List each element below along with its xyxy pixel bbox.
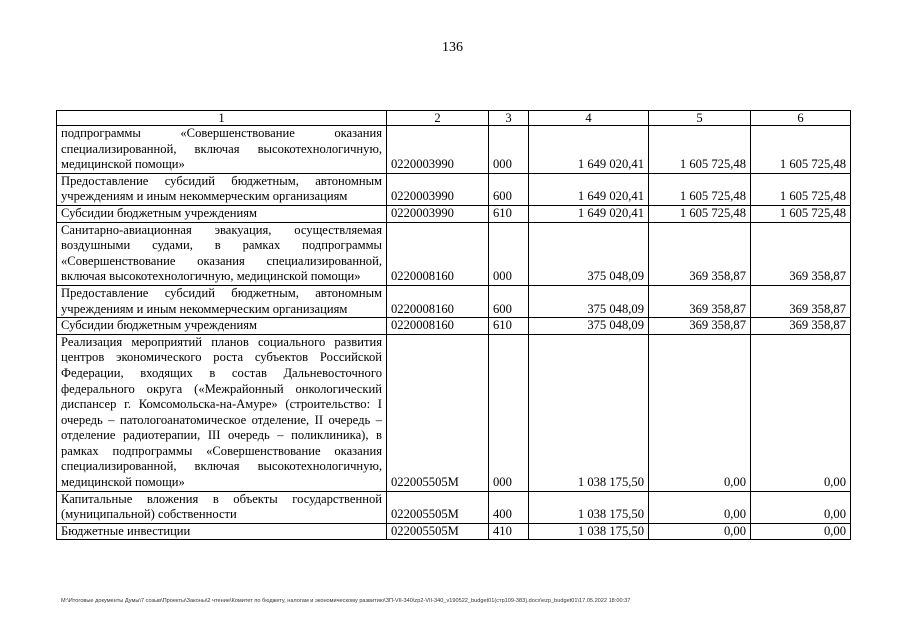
budget-table bbox=[56, 110, 851, 540]
row-description: Бюджетные инвестиции bbox=[57, 523, 387, 540]
row-expense-type: 610 bbox=[489, 318, 529, 335]
header-cell-1: 1 bbox=[57, 111, 387, 126]
row-target-code: 022005505M bbox=[387, 491, 489, 523]
row-amount-col5: 369 358,87 bbox=[649, 285, 751, 317]
row-amount-col6: 1 605 725,48 bbox=[751, 205, 851, 222]
row-amount-col6: 0,00 bbox=[751, 523, 851, 540]
row-target-code: 0220003990 bbox=[387, 173, 489, 205]
row-target-code: 0220003990 bbox=[387, 126, 489, 174]
row-expense-type: 000 bbox=[489, 334, 529, 491]
table-row bbox=[57, 205, 851, 222]
row-expense-type: 000 bbox=[489, 222, 529, 285]
row-target-code: 022005505M bbox=[387, 334, 489, 491]
row-amount-col4: 1 649 020,41 bbox=[529, 205, 649, 222]
row-target-code: 0220008160 bbox=[387, 318, 489, 335]
header-cell-6: 6 bbox=[751, 111, 851, 126]
table-row bbox=[57, 222, 851, 285]
row-target-code: 0220008160 bbox=[387, 222, 489, 285]
table-row bbox=[57, 491, 851, 523]
row-amount-col4: 1 038 175,50 bbox=[529, 334, 649, 491]
page-number: 136 bbox=[442, 40, 463, 55]
row-description: Субсидии бюджетным учреждениям bbox=[57, 205, 387, 222]
row-amount-col4: 1 038 175,50 bbox=[529, 523, 649, 540]
row-amount-col4: 1 038 175,50 bbox=[529, 491, 649, 523]
row-amount-col5: 0,00 bbox=[649, 523, 751, 540]
row-amount-col6: 0,00 bbox=[751, 334, 851, 491]
row-target-code: 0220008160 bbox=[387, 285, 489, 317]
row-amount-col4: 375 048,09 bbox=[529, 222, 649, 285]
row-description: Реализация мероприятий планов социального развития центров экономического роста субъектов Российской Федерации, входящих в состав Дальневосточного федерального округа («Межрайонный онкологический диспансер г. Комсомольска-на-Амуре» (строительство: I очередь – патологоанатомическое отделение, II очередь – отделение радиотерапии, III очередь – поликлиника), в рамках подпрограммы «Совершенствование оказания специализированной, включая высокотехнологичную, медицинской помощи» bbox=[57, 334, 387, 491]
row-amount-col5: 369 358,87 bbox=[649, 222, 751, 285]
row-expense-type: 000 bbox=[489, 126, 529, 174]
row-description: подпрограммы «Совершенствование оказания специализированной, включая высокотехнологичную, медицинской помощи» bbox=[57, 126, 387, 174]
row-expense-type: 600 bbox=[489, 173, 529, 205]
row-expense-type: 410 bbox=[489, 523, 529, 540]
table-row bbox=[57, 523, 851, 540]
table-row bbox=[57, 318, 851, 335]
row-amount-col6: 369 358,87 bbox=[751, 285, 851, 317]
table-row bbox=[57, 173, 851, 205]
row-description: Предоставление субсидий бюджетным, автономным учреждениям и иным некоммерческим организациям bbox=[57, 285, 387, 317]
row-expense-type: 610 bbox=[489, 205, 529, 222]
row-target-code: 0220003990 bbox=[387, 205, 489, 222]
header-cell-3: 3 bbox=[489, 111, 529, 126]
row-amount-col4: 1 649 020,41 bbox=[529, 173, 649, 205]
header-cell-4: 4 bbox=[529, 111, 649, 126]
row-description: Капитальные вложения в объекты государственной (муниципальной) собственности bbox=[57, 491, 387, 523]
row-amount-col4: 375 048,09 bbox=[529, 318, 649, 335]
row-amount-col6: 369 358,87 bbox=[751, 222, 851, 285]
document-path-footer: M:\Итоговые документы Думы\7 созыв\Проекты\Законы\2 чтение\Комитет по бюджету, налогам и экономическому развитию\ЗП-VII-340\zp2-VII-340_v190522_budget01(стр109-383).docx\ezp_budget01\17.05.2022 18:00:37 bbox=[61, 598, 631, 604]
row-target-code: 022005505M bbox=[387, 523, 489, 540]
header-cell-2: 2 bbox=[387, 111, 489, 126]
row-amount-col6: 1 605 725,48 bbox=[751, 173, 851, 205]
row-description: Санитарно-авиационная эвакуация, осуществляемая воздушными судами, в рамках подпрограммы «Совершенствование оказания специализированной, включая высокотехнологичную, медицинской помощи» bbox=[57, 222, 387, 285]
row-expense-type: 600 bbox=[489, 285, 529, 317]
row-amount-col6: 369 358,87 bbox=[751, 318, 851, 335]
row-amount-col5: 1 605 725,48 bbox=[649, 126, 751, 174]
table-row bbox=[57, 126, 851, 174]
row-amount-col5: 0,00 bbox=[649, 334, 751, 491]
table-row bbox=[57, 285, 851, 317]
row-amount-col5: 1 605 725,48 bbox=[649, 173, 751, 205]
row-amount-col6: 0,00 bbox=[751, 491, 851, 523]
row-amount-col6: 1 605 725,48 bbox=[751, 126, 851, 174]
row-expense-type: 400 bbox=[489, 491, 529, 523]
table-row bbox=[57, 334, 851, 491]
row-amount-col4: 1 649 020,41 bbox=[529, 126, 649, 174]
row-amount-col4: 375 048,09 bbox=[529, 285, 649, 317]
row-amount-col5: 0,00 bbox=[649, 491, 751, 523]
row-description: Предоставление субсидий бюджетным, автономным учреждениям и иным некоммерческим организациям bbox=[57, 173, 387, 205]
row-amount-col5: 369 358,87 bbox=[649, 318, 751, 335]
row-description: Субсидии бюджетным учреждениям bbox=[57, 318, 387, 335]
header-cell-5: 5 bbox=[649, 111, 751, 126]
header-row bbox=[57, 111, 851, 126]
row-amount-col5: 1 605 725,48 bbox=[649, 205, 751, 222]
